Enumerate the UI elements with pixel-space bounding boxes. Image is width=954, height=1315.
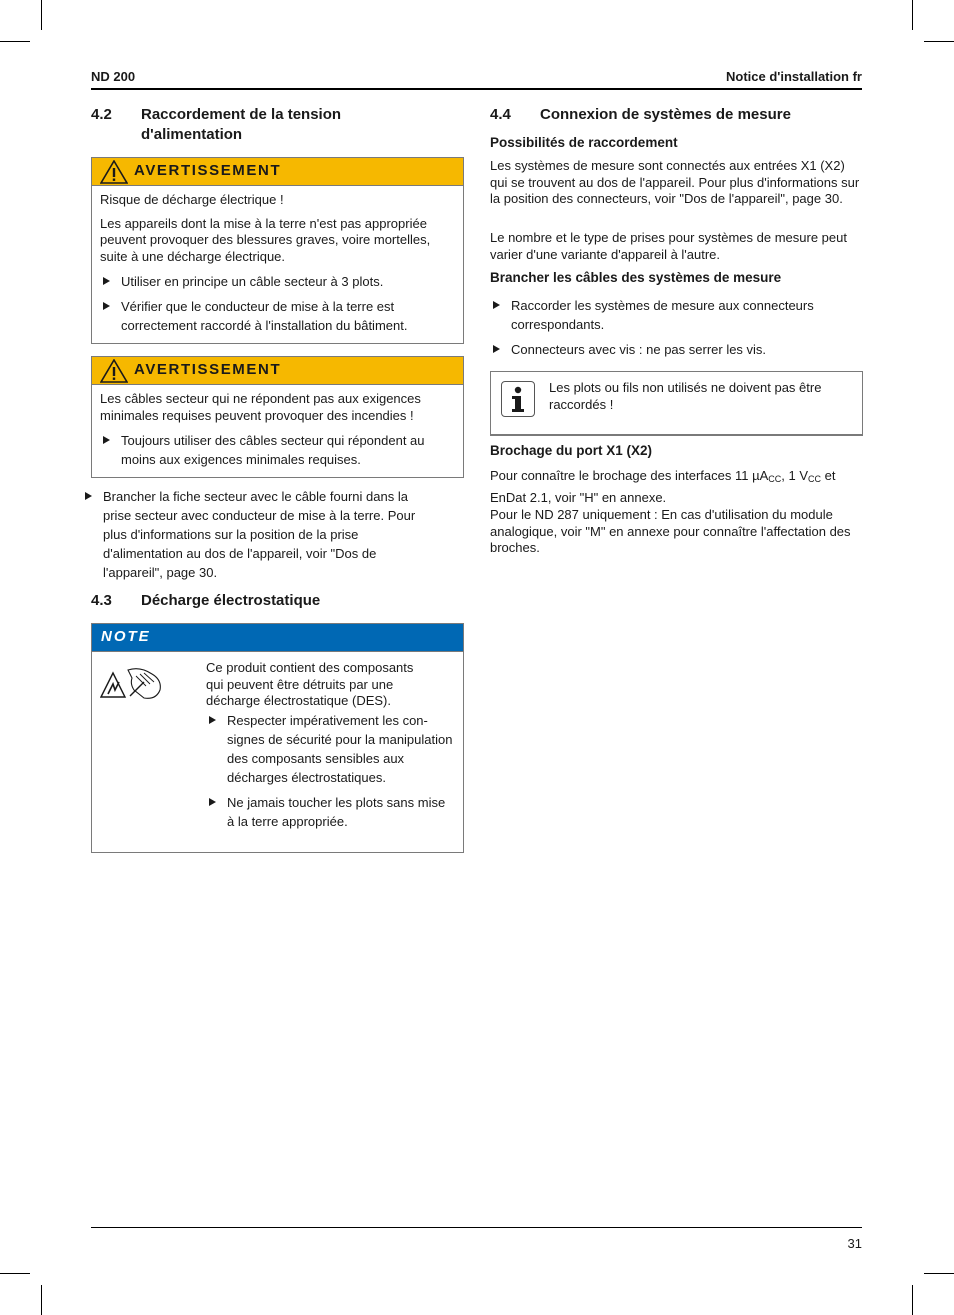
section-title: Raccordement de la tension d'alimentation	[141, 106, 342, 143]
warning-bullets	[100, 431, 455, 469]
crop-mark	[924, 41, 954, 42]
page-number: 31	[847, 1236, 862, 1251]
list-item: Connecteurs avec vis : ne pas serrer les vis.	[490, 340, 850, 359]
list-item: Respecter impérativement les consignes de sécurité pour la manipulation des composants sensibles aux décharges électrostatiques.	[206, 711, 456, 787]
crop-mark	[912, 1285, 913, 1315]
note-text: Ce produit contient des composants qui peuvent être détruits par une décharge électrostatique (DES).	[206, 660, 414, 708]
subheading: Brancher les câbles des systèmes de mesure	[490, 270, 782, 285]
crop-mark	[41, 1285, 42, 1315]
paragraph: Le nombre et le type de prises pour systèmes de mesure peut varier d'une variante d'appareil à l'autre.	[490, 230, 847, 262]
warning-bullets	[100, 272, 455, 335]
section-title: Connexion de systèmes de mesure	[540, 106, 791, 123]
info-box	[490, 371, 863, 436]
note-content	[206, 660, 456, 837]
subheading: Possibilités de raccordement	[490, 135, 678, 150]
header-doc-title: Notice d'installation fr	[726, 69, 862, 84]
list-item: Ne jamais toucher les plots sans mise à la terre appropriée.	[206, 793, 456, 831]
paragraph: Les systèmes de mesure sont connectés aux entrées X1 (X2) qui se trouvent au dos de l'appareil. Pour plus d'informations sur la position des connecteurs, voir "Dos de l'appareil", page 30.	[490, 158, 860, 206]
section-heading-4-3	[91, 591, 464, 611]
note-box-esd	[91, 623, 464, 853]
warning-text: Les appareils dont la mise à la terre n'est pas appropriée peuvent provoquer des blessures graves, voire mortelles, suite à une décharge électrique.	[100, 215, 431, 264]
crop-mark	[41, 0, 42, 30]
crop-mark	[0, 1273, 30, 1274]
note-bullets	[206, 711, 456, 831]
info-icon	[501, 381, 535, 417]
list-item: Raccorder les systèmes de mesure aux connecteurs correspondants.	[490, 296, 850, 334]
subheading: Brochage du port X1 (X2)	[490, 443, 653, 458]
connection-steps	[490, 296, 850, 365]
warning-triangle-icon	[100, 160, 128, 184]
crop-mark	[0, 41, 30, 42]
warning-label: AVERTISSEMENT	[134, 361, 282, 378]
instruction-step	[82, 487, 427, 588]
esd-hand-icon	[100, 666, 166, 706]
subscript: CC	[808, 474, 821, 484]
crop-mark	[912, 0, 913, 30]
warning-box-fire	[91, 356, 464, 478]
text-span: Pour connaître le brochage des interfaces 11 µA	[490, 468, 769, 483]
page-header	[91, 68, 862, 90]
section-number: 4.2	[91, 106, 112, 123]
warning-text: Les câbles secteur qui ne répondent pas aux exigences minimales requises peuvent provoquer des incendies !	[100, 391, 421, 423]
warning-triangle-icon	[100, 359, 128, 383]
warning-text: Risque de décharge électrique !	[100, 192, 284, 207]
warning-label: AVERTISSEMENT	[134, 162, 282, 179]
section-number: 4.3	[91, 592, 112, 609]
note-label: NOTE	[101, 628, 151, 645]
info-text: Les plots ou fils non utilisés ne doivent pas être raccordés !	[549, 380, 822, 412]
paragraph: Pour le ND 287 uniquement : En cas d'utilisation du module analogique, voir "M" en annexe pour connaître l'affectation des broches.	[490, 507, 851, 555]
section-title: Décharge électrostatique	[141, 592, 321, 609]
list-item: Vérifier que le conducteur de mise à la terre est correctement raccordé à l'installation du bâtiment.	[100, 297, 455, 335]
warning-header	[92, 158, 463, 186]
warning-box-electric-shock	[91, 157, 464, 344]
section-number: 4.4	[490, 106, 511, 123]
warning-header	[92, 357, 463, 385]
text-span: , 1 V	[781, 468, 808, 483]
section-heading-4-2	[91, 105, 464, 145]
header-product: ND 200	[91, 69, 136, 84]
text-span: et EnDat 2.1, voir "H" en annexe.	[490, 468, 836, 505]
list-item: Toujours utiliser des câbles secteur qui répondent au moins aux exigences minimales requises.	[100, 431, 455, 469]
list-item: Utiliser en principe un câble secteur à 3 plots.	[100, 272, 455, 291]
subscript: CC	[768, 474, 782, 484]
list-item: Brancher la fiche secteur avec le câble fourni dans la prise secteur avec conducteur de mise à la terre. Pour plus d'informations sur la position de la prise d'alimentation au dos de l'appareil, voir "Dos de l'appareil", page 30.	[82, 487, 427, 582]
section-heading-4-4	[490, 105, 863, 125]
paragraph	[490, 467, 863, 506]
note-header	[92, 624, 463, 652]
crop-mark	[924, 1273, 954, 1274]
footer-rule	[91, 1227, 862, 1228]
